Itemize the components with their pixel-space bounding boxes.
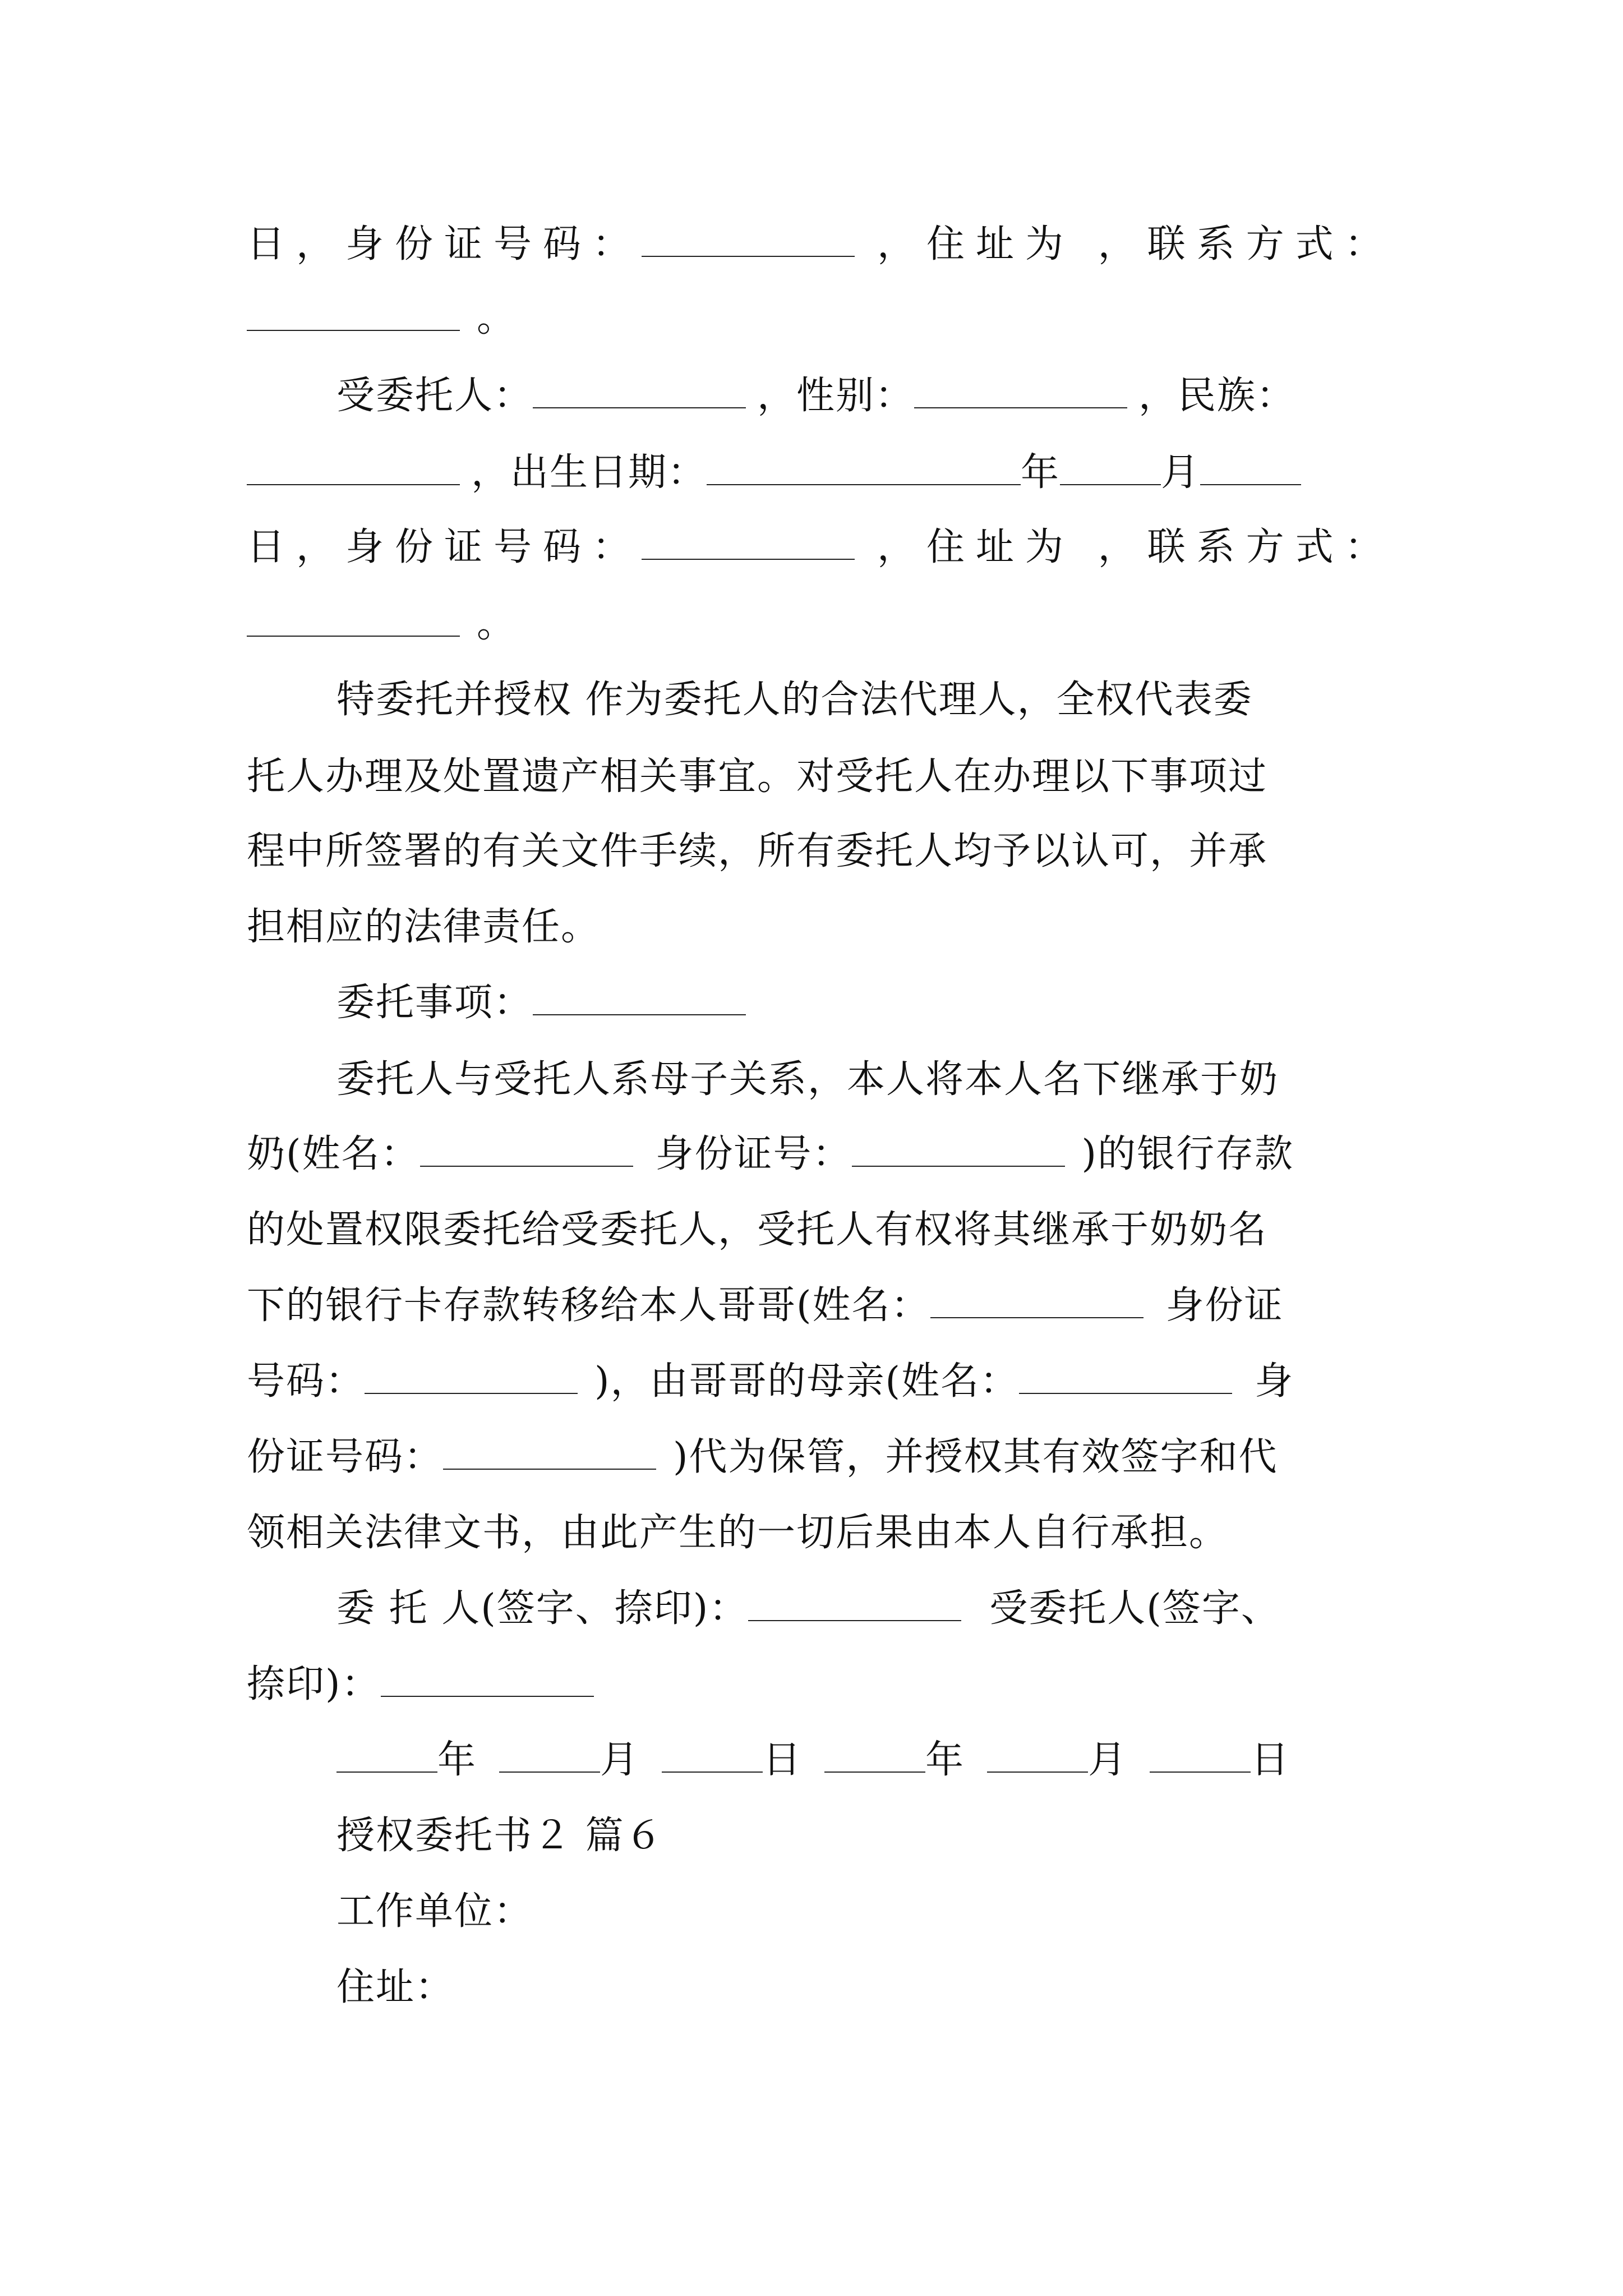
text-line	[247, 1128, 1294, 1181]
date-unit: 月	[1088, 1738, 1128, 1782]
text-segment: )代为保管，并授权其有效签字和代	[673, 1435, 1278, 1479]
fill-blank	[1200, 454, 1301, 485]
text-line	[336, 1961, 454, 2014]
fill-blank	[1019, 1363, 1232, 1394]
fill-blank	[247, 605, 460, 637]
date-unit: 年	[437, 1738, 477, 1782]
text-segment: 身份证号：	[655, 1132, 852, 1176]
text-segment: 特委托并授权 作为委托人的合法代理人，全权代表委	[336, 678, 1253, 722]
text-segment: 委托人与受托人系母子关系，本人将本人名下继承于奶	[336, 1057, 1279, 1102]
text-segment: 。	[477, 602, 517, 646]
text-segment: 奶(姓名：	[247, 1132, 420, 1176]
text-line	[247, 597, 516, 651]
text-line	[247, 446, 1301, 500]
fill-blank	[1060, 454, 1161, 485]
text-segment: 委 托 人(签字、捺印)：	[336, 1586, 749, 1631]
signature-line	[336, 1582, 1280, 1636]
text-segment: 受委托人：	[336, 374, 533, 418]
text-segment: 日，身份证号码：	[247, 525, 642, 569]
text-segment: 年	[1021, 450, 1061, 495]
text-line	[247, 292, 516, 346]
text-line	[247, 900, 600, 954]
text-segment: 。	[477, 296, 517, 341]
fill-blank	[662, 1741, 763, 1773]
text-segment: ，住址为 ，联系方式：	[877, 222, 1394, 266]
text-line	[336, 976, 746, 1030]
text-segment: 身份证	[1165, 1283, 1284, 1328]
fill-blank	[824, 1741, 925, 1773]
text-segment: 号码：	[247, 1359, 365, 1404]
fill-blank	[443, 1438, 656, 1470]
fill-blank	[365, 1363, 578, 1394]
fill-blank	[247, 300, 460, 331]
text-segment: 托人办理及处置遗产相关事宜。对受托人在办理以下事项过	[247, 754, 1268, 799]
text-segment: 捺印)：	[247, 1662, 381, 1706]
text-segment: 月	[1161, 450, 1201, 495]
fill-blank	[533, 984, 746, 1015]
fill-blank	[533, 377, 746, 408]
text-segment: )，由哥哥的母亲(姓名：	[594, 1359, 1020, 1404]
text-segment: ，出生日期：	[471, 450, 707, 495]
fill-blank	[707, 454, 1021, 485]
fill-blank	[914, 377, 1127, 408]
fill-blank	[642, 226, 855, 257]
text-segment: 住址：	[336, 1965, 455, 2009]
text-line	[247, 1279, 1284, 1333]
section-heading	[336, 1809, 664, 1863]
text-line	[336, 369, 1295, 423]
text-segment: ，性别：	[757, 374, 915, 418]
fill-blank	[987, 1741, 1088, 1773]
fill-blank	[748, 1590, 961, 1621]
text-segment: 程中所签署的有关文件手续，所有委托人均予以认可，并承	[247, 829, 1268, 873]
text-line	[247, 218, 1394, 272]
signature-line	[247, 1658, 594, 1711]
text-segment: 委托事项：	[336, 981, 533, 1025]
text-line	[336, 1053, 1279, 1107]
text-segment: 身	[1255, 1359, 1294, 1404]
text-segment: ，民族：	[1138, 374, 1296, 418]
text-segment: 授权委托书２ 篇６	[336, 1814, 664, 1858]
date-unit: 年	[925, 1738, 965, 1782]
text-line	[247, 1430, 1278, 1484]
date-line	[336, 1733, 1290, 1787]
date-unit: 日	[763, 1738, 803, 1782]
fill-blank	[930, 1287, 1144, 1318]
text-line	[247, 521, 1394, 574]
fill-blank	[1150, 1741, 1251, 1773]
fill-blank	[336, 1741, 437, 1773]
text-segment: 领相关法律文书，由此产生的一切后果由本人自行承担。	[247, 1511, 1229, 1555]
text-line	[247, 1506, 1228, 1560]
fill-blank	[852, 1135, 1065, 1167]
text-line	[336, 673, 1253, 727]
text-line	[247, 825, 1267, 878]
fill-blank	[381, 1665, 594, 1697]
text-segment: ，住址为 ，联系方式：	[877, 525, 1394, 569]
text-segment: 份证号码：	[247, 1435, 444, 1479]
text-segment: 的处置权限委托给受委托人，受托人有权将其继承于奶奶名	[247, 1208, 1268, 1252]
text-line	[247, 1203, 1267, 1257]
text-segment: 受委托人(签字、	[989, 1586, 1280, 1631]
date-unit: 月	[600, 1738, 640, 1782]
fill-blank	[499, 1741, 600, 1773]
fill-blank	[642, 528, 855, 560]
date-unit: 日	[1251, 1738, 1290, 1782]
text-segment: )的银行存款	[1081, 1132, 1294, 1176]
text-line	[247, 750, 1267, 804]
text-segment: 担相应的法律责任。	[247, 905, 601, 949]
text-line	[247, 1355, 1294, 1409]
text-segment: 日，身份证号码：	[247, 222, 642, 266]
fill-blank	[420, 1135, 633, 1167]
text-line	[336, 1885, 533, 1939]
text-segment: 下的银行卡存款转移给本人哥哥(姓名：	[247, 1283, 930, 1328]
text-segment: 工作单位：	[336, 1889, 533, 1934]
fill-blank	[247, 454, 460, 485]
